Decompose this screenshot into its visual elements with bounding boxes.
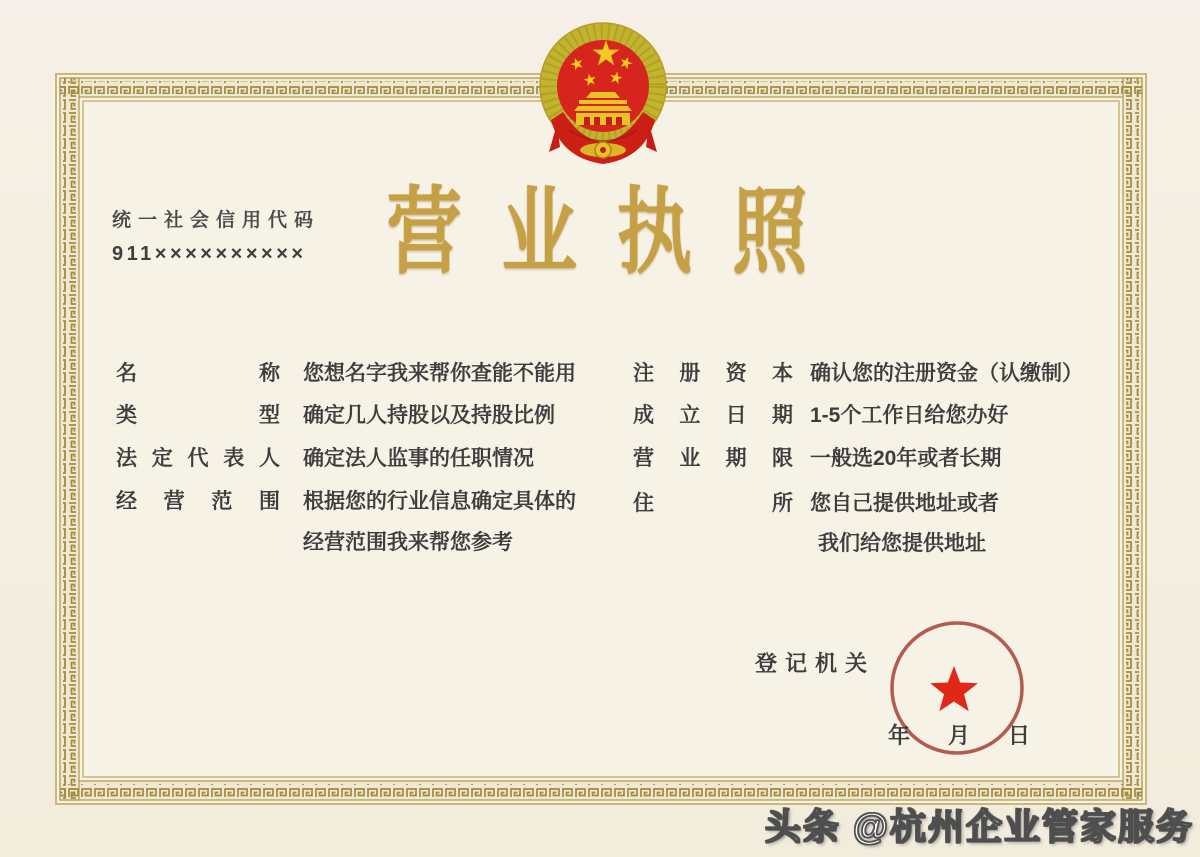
credit-code-block	[112, 205, 320, 266]
field-row-address	[633, 492, 999, 515]
field-value: 您想名字我来帮你查能不能用	[303, 362, 576, 385]
field-value: 一般选20年或者长期	[810, 447, 1002, 470]
field-label: 营业期限	[633, 447, 793, 470]
field-row-name	[116, 362, 576, 385]
field-row-type	[116, 404, 555, 427]
field-value: 确定法人监事的任职情况	[303, 447, 534, 470]
field-label: 成立日期	[633, 404, 793, 427]
field-value: 根据您的行业信息确定具体的	[303, 490, 576, 513]
field-row-business-scope	[116, 490, 576, 513]
field-row-legal-rep	[116, 447, 534, 470]
date-day-label: 日	[1007, 723, 1030, 748]
license-title: 营业执照	[386, 179, 848, 284]
field-row-establish-date	[633, 404, 1008, 427]
field-label: 法定代表人	[116, 447, 280, 470]
field-value: 确定几人持股以及持股比例	[303, 404, 555, 427]
field-label: 名称	[116, 362, 280, 385]
field-label: 住所	[633, 492, 793, 515]
field-value-line2: 我们给您提供地址	[818, 532, 986, 555]
credit-code-label: 统一社会信用代码	[112, 210, 321, 231]
seal-star	[930, 666, 978, 711]
field-label: 经营范围	[116, 490, 280, 513]
field-label: 类型	[116, 404, 280, 427]
credit-code-value: 911××××××××××	[112, 243, 307, 265]
date-year-label: 年	[888, 723, 911, 748]
registry-authority-label: 登记机关	[755, 651, 876, 676]
date-line	[888, 719, 1030, 750]
field-value-line2: 经营范围我来帮您参考	[303, 531, 513, 554]
field-row-registered-capital	[633, 362, 1083, 385]
china-national-emblem-icon	[513, 8, 693, 176]
field-value: 您自己提供地址或者	[810, 492, 999, 515]
date-month-label: 月	[947, 723, 970, 748]
field-value: 确认您的注册资金（认缴制）	[810, 362, 1083, 385]
field-row-business-term	[633, 447, 1001, 470]
field-label: 注册资本	[633, 362, 793, 385]
field-value: 1-5个工作日给您办好	[810, 404, 1009, 427]
watermark-text: 头条 @杭州企业管家服务	[764, 806, 1194, 847]
